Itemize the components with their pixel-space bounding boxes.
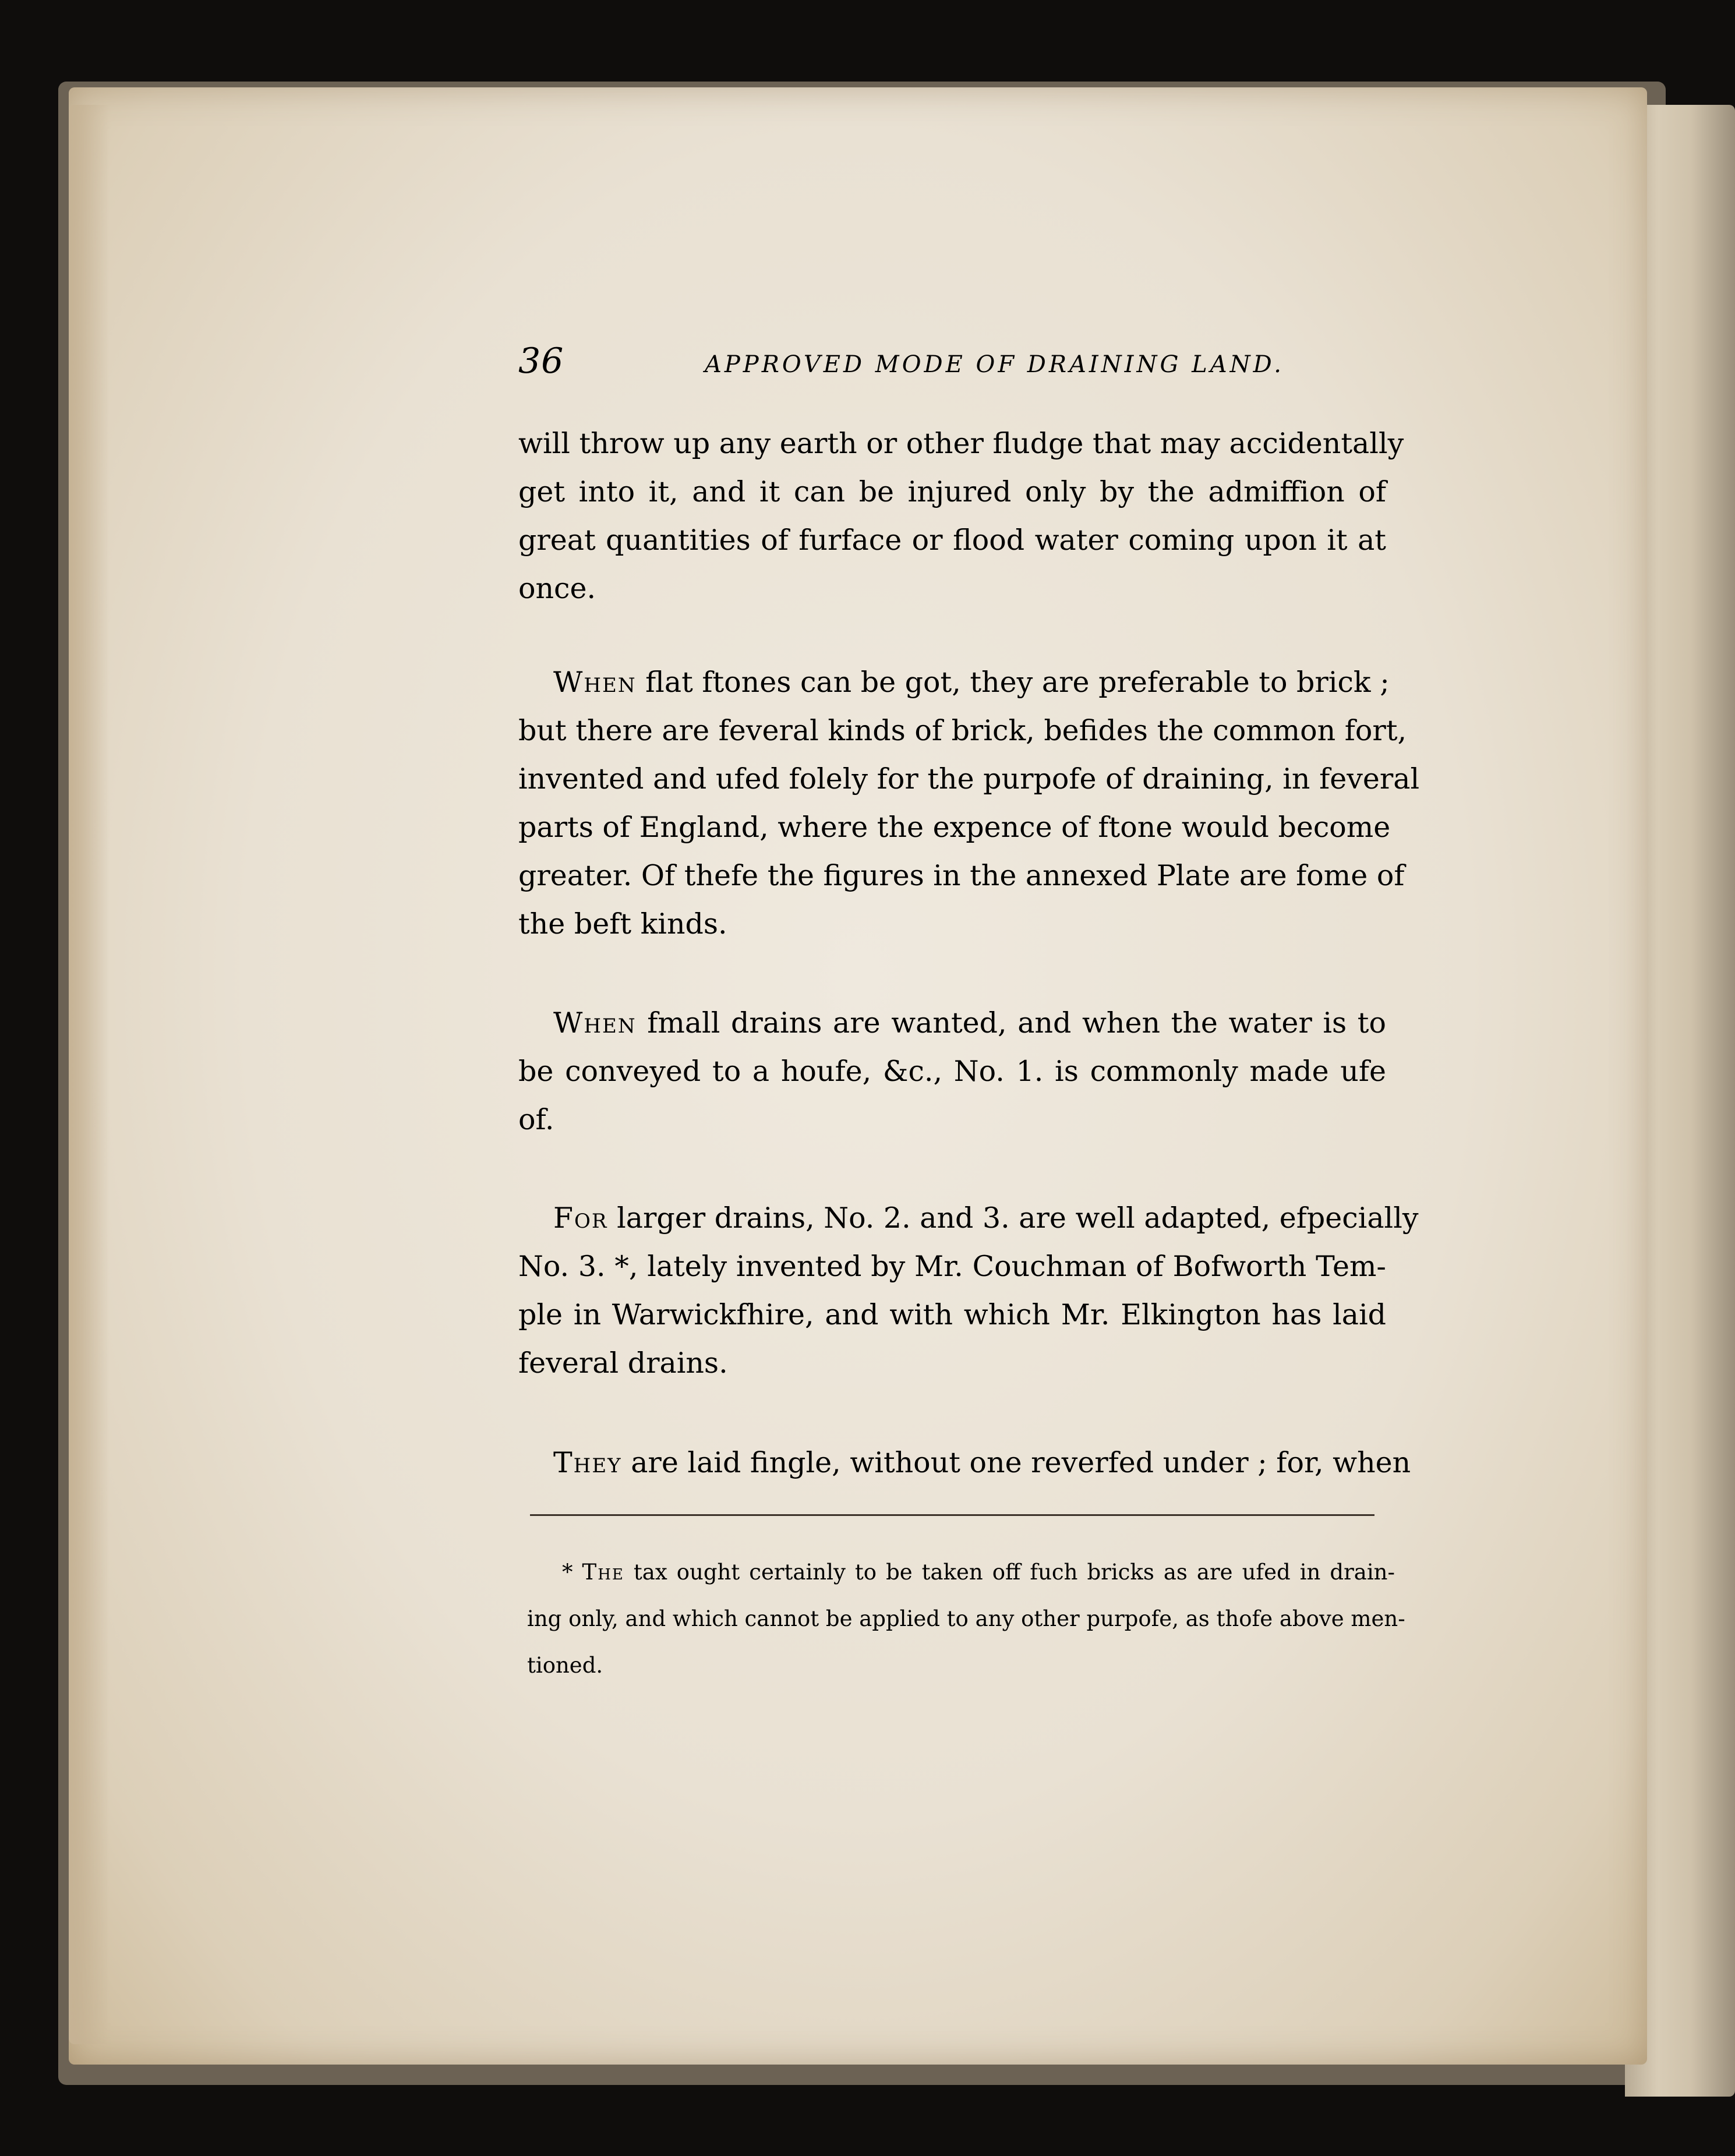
running-title: APPROVED MODE OF DRAINING LAND. (705, 351, 1284, 378)
text-line: of. (518, 1103, 554, 1136)
text-line (518, 1438, 1411, 1487)
footnote-line-rest: tax ought certainly to be taken off fuch bricks as are ufed in drain- (633, 1560, 1395, 1585)
text-line: the beft kinds. (518, 907, 727, 941)
paragraph-3 (518, 999, 1386, 1144)
paragraph-first-word: When (553, 1006, 637, 1040)
footnote-line: tioned. (527, 1653, 603, 1678)
page-number: 36 (518, 341, 564, 381)
text-line: once. (518, 572, 596, 605)
paragraph-4 (518, 1194, 1419, 1387)
paragraph-first-word: When (553, 666, 637, 699)
footnote-first-word: The (582, 1560, 624, 1585)
text-line: invented and ufed folely for the purpofe of draining, in feveral (518, 762, 1420, 796)
text-line-rest: fmall drains are wanted, and when the water is to (647, 1006, 1386, 1040)
paragraph-first-word: For (553, 1201, 608, 1235)
text-line: greater. Of thefe the figures in the annexed Plate are fome of (518, 859, 1405, 892)
page-header (518, 341, 1284, 393)
text-line-rest: flat ftones can be got, they are preferable to brick ; (645, 666, 1390, 699)
text-line (518, 999, 1386, 1047)
text-line: feveral drains. (518, 1346, 728, 1380)
text-line: ple in Warwickfhire, and with which Mr. Elkington has laid (518, 1298, 1386, 1331)
paragraph-1 (518, 419, 1404, 613)
text-line: will throw up any earth or other fludge that may accidentally (518, 427, 1404, 460)
page-fold-shadow (69, 105, 109, 2044)
footnote-rule (530, 1514, 1374, 1516)
text-line-rest: larger drains, No. 2. and 3. are well adapted, efpecially (617, 1201, 1419, 1235)
paragraph-2 (518, 658, 1420, 948)
footnote-line (527, 1549, 1395, 1596)
text-line-rest: are laid fingle, without one reverfed under ; for, when (631, 1446, 1411, 1479)
paragraph-first-word: They (553, 1446, 622, 1479)
text-line: get into it, and it can be injured only by the admiffion of (518, 475, 1386, 508)
footnote (527, 1549, 1405, 1689)
paragraph-5 (518, 1438, 1411, 1487)
text-line: be conveyed to a houfe, &c., No. 1. is commonly made ufe (518, 1055, 1386, 1088)
text-line: great quantities of furface or flood water coming upon it at (518, 524, 1386, 557)
text-line: parts of England, where the expence of ftone would become (518, 811, 1391, 844)
text-line (518, 1194, 1419, 1242)
footnote-marker: * (562, 1560, 573, 1585)
text-line (518, 658, 1390, 706)
text-line: No. 3. *, lately invented by Mr. Couchman of Bofworth Tem- (518, 1250, 1386, 1283)
footnote-line: ing only, and which cannot be applied to any other purpofe, as thofe above men- (527, 1606, 1405, 1631)
text-line: but there are feveral kinds of brick, befides the common fort, (518, 714, 1407, 747)
